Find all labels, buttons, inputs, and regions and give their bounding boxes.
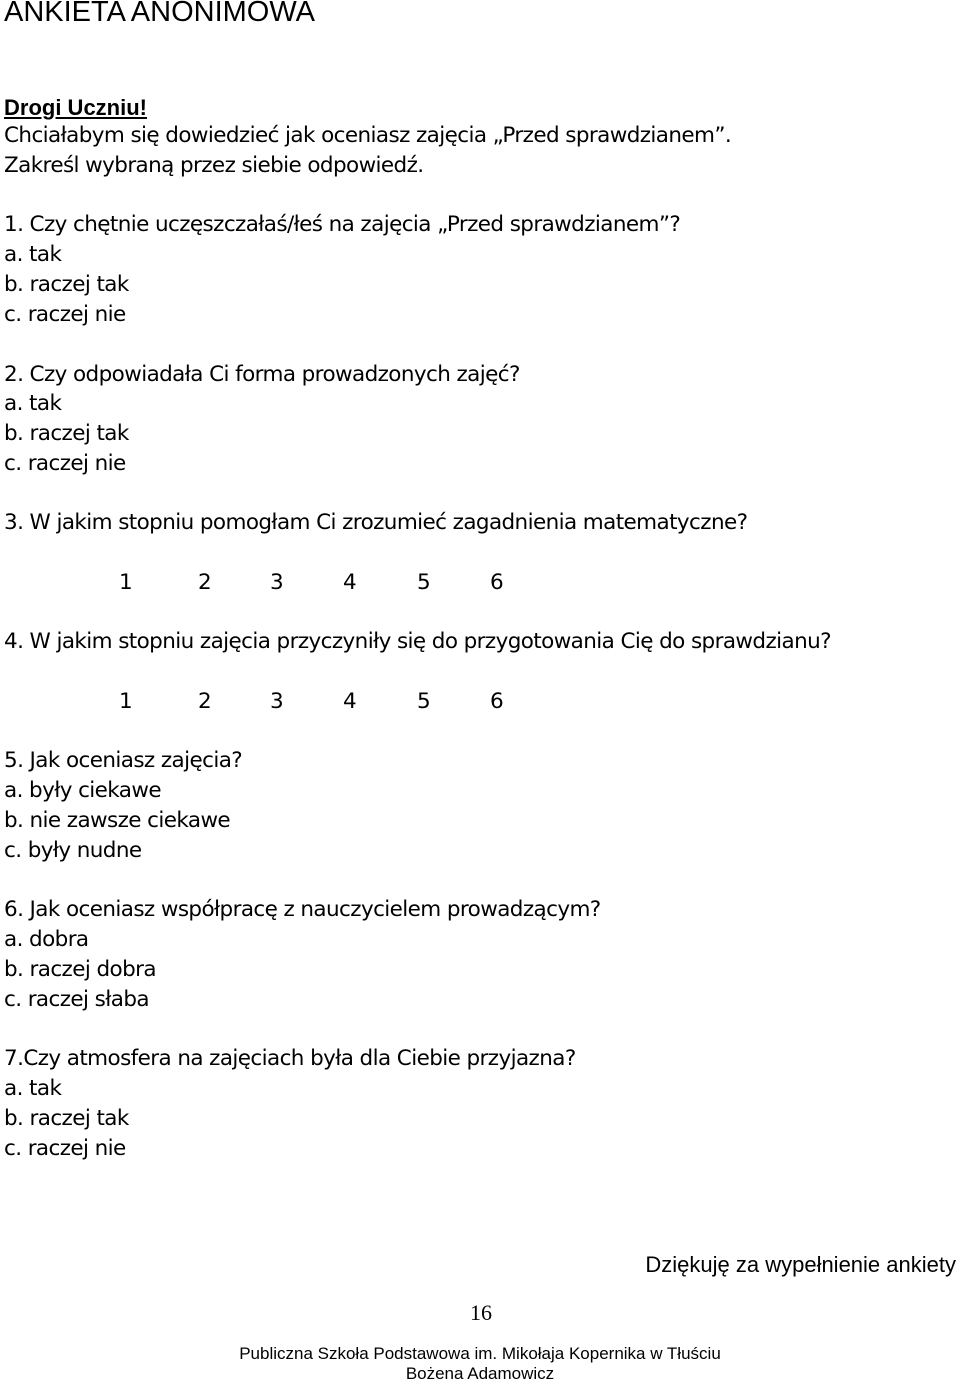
question-1-option-b[interactable]: b. raczej tak <box>4 272 129 297</box>
question-5-option-b[interactable]: b. nie zawsze ciekawe <box>4 808 231 833</box>
question-4-scale-3[interactable]: 3 <box>270 689 284 714</box>
question-1: 1. Czy chętnie uczęszczałaś/łeś na zajęcia „Przed sprawdzianem”? <box>4 212 681 237</box>
question-3-scale-5[interactable]: 5 <box>417 570 431 595</box>
question-4-scale-4[interactable]: 4 <box>343 689 357 714</box>
question-3: 3. W jakim stopniu pomogłam Ci zrozumieć zagadnienia matematyczne? <box>4 510 748 535</box>
question-6-option-b[interactable]: b. raczej dobra <box>4 957 156 982</box>
question-3-scale-3[interactable]: 3 <box>270 570 284 595</box>
question-2: 2. Czy odpowiadała Ci forma prowadzonych zajęć? <box>4 362 520 387</box>
question-5: 5. Jak oceniasz zajęcia? <box>4 748 243 773</box>
question-3-scale-6[interactable]: 6 <box>490 570 504 595</box>
question-1-option-c[interactable]: c. raczej nie <box>4 302 126 327</box>
question-3-scale-1[interactable]: 1 <box>119 570 133 595</box>
question-2-option-b[interactable]: b. raczej tak <box>4 421 129 446</box>
question-2-option-c[interactable]: c. raczej nie <box>4 451 126 476</box>
question-4: 4. W jakim stopniu zajęcia przyczyniły się do przygotowania Cię do sprawdzianu? <box>4 629 831 654</box>
footer-author: Bożena Adamowicz <box>405 1364 555 1383</box>
question-6-option-a[interactable]: a. dobra <box>4 927 89 952</box>
question-5-option-a[interactable]: a. były ciekawe <box>4 778 161 803</box>
question-5-option-c[interactable]: c. były nudne <box>4 838 142 863</box>
question-4-scale-6[interactable]: 6 <box>490 689 504 714</box>
question-6: 6. Jak oceniasz współpracę z nauczycielem prowadzącym? <box>4 897 601 922</box>
question-7-option-b[interactable]: b. raczej tak <box>4 1106 129 1131</box>
question-3-scale-4[interactable]: 4 <box>343 570 357 595</box>
thanks-note: Dziękuję za wypełnienie ankiety <box>645 1252 956 1277</box>
question-3-scale-2[interactable]: 2 <box>198 570 212 595</box>
question-4-scale-2[interactable]: 2 <box>198 689 212 714</box>
intro-line-1: Chciałabym się dowiedzieć jak oceniasz zajęcia „Przed sprawdzianem”. <box>4 123 732 148</box>
question-7: 7.Czy atmosfera na zajęciach była dla Ciebie przyjazna? <box>4 1046 576 1071</box>
greeting: Drogi Uczniu! <box>4 95 147 120</box>
page-number: 16 <box>470 1300 492 1325</box>
question-4-scale <box>0 689 960 719</box>
question-7-option-c[interactable]: c. raczej nie <box>4 1136 126 1161</box>
question-6-option-c[interactable]: c. raczej słaba <box>4 987 149 1012</box>
footer-school: Publiczna Szkoła Podstawowa im. Mikołaja Kopernika w Tłuściu <box>239 1344 721 1363</box>
question-4-scale-5[interactable]: 5 <box>417 689 431 714</box>
intro-line-2: Zakreśl wybraną przez siebie odpowiedź. <box>4 153 424 178</box>
question-3-scale <box>0 570 960 600</box>
question-2-option-a[interactable]: a. tak <box>4 391 62 416</box>
question-1-option-a[interactable]: a. tak <box>4 242 62 267</box>
question-4-scale-1[interactable]: 1 <box>119 689 133 714</box>
survey-title: ANKIETA ANONIMOWA <box>4 0 315 28</box>
question-7-option-a[interactable]: a. tak <box>4 1076 62 1101</box>
